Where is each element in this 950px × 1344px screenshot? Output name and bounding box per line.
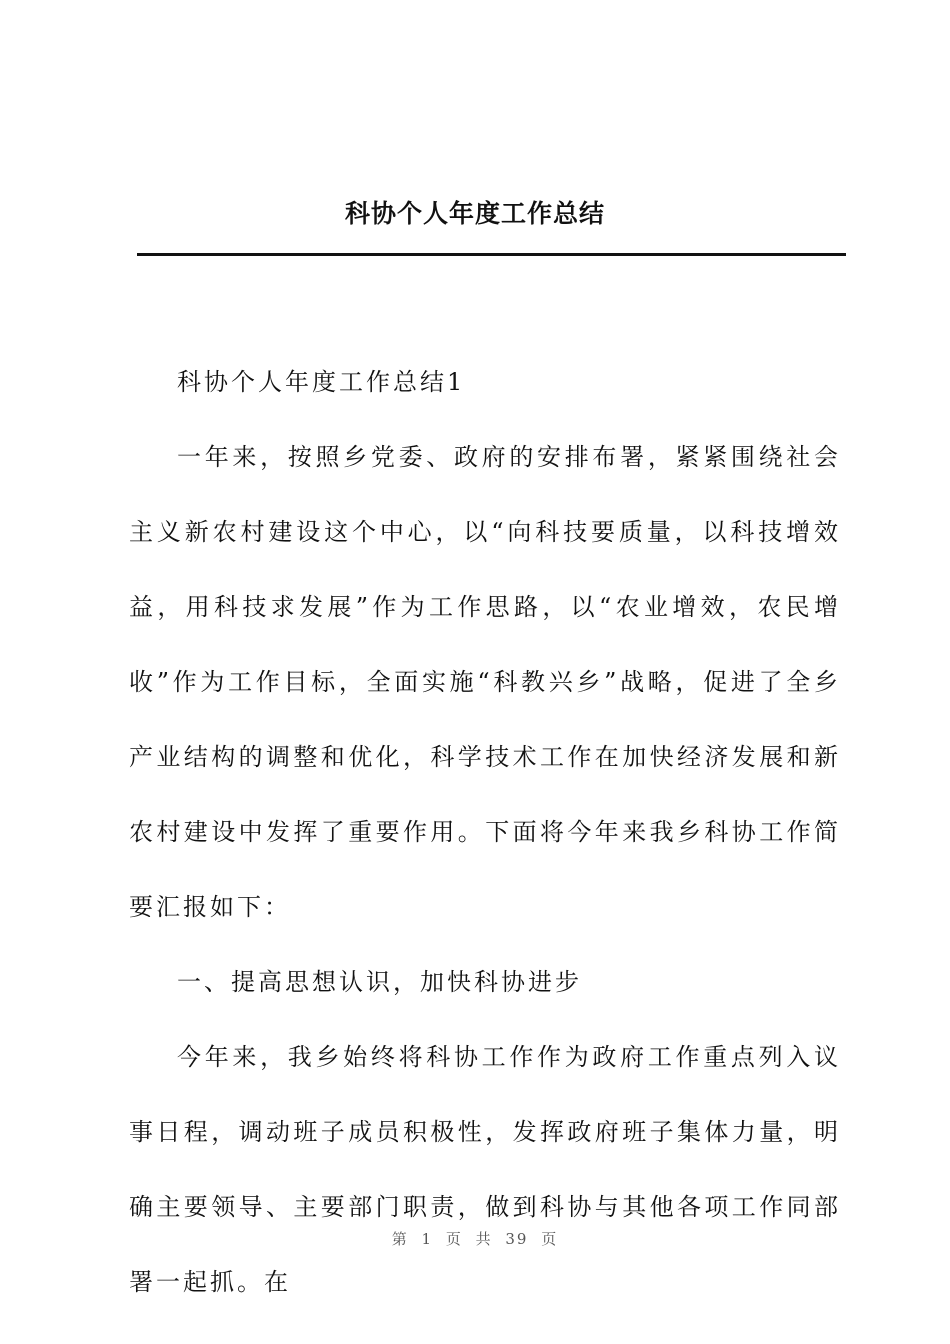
page-number-footer: 第 1 页 共 39 页 <box>391 1230 559 1248</box>
document-title: 科协个人年度工作总结 <box>344 199 605 228</box>
body-paragraph-2: 今年来，我乡始终将科协工作作为政府工作重点列入议事日程，调动班子成员积极性，发挥政府班子集体力量，明确主要领导、主要部门职责，做到科协与其他各项工作同部署一起抓。在 <box>129 1043 841 1296</box>
document-body <box>129 345 841 1320</box>
body-paragraph-1: 一年来，按照乡党委、政府的安排布署，紧紧围绕社会主义新农村建设这个中心，以“向科技要质量，以科技增效益，用科技求发展”作为工作思路，以“农业增效，农民增收”作为工作目标，全面实施“科教兴乡”战略，促进了全乡产业结构的调整和优化，科学技术工作在加快经济发展和新农村建设中发挥了重要作用。下面将今年来我乡科协工作简要汇报如下： <box>129 443 841 921</box>
section-heading-1: 科协个人年度工作总结1 <box>177 368 466 396</box>
title-divider <box>137 253 846 256</box>
section-subheading-1: 一、提高思想认识，加快科协进步 <box>177 968 582 996</box>
